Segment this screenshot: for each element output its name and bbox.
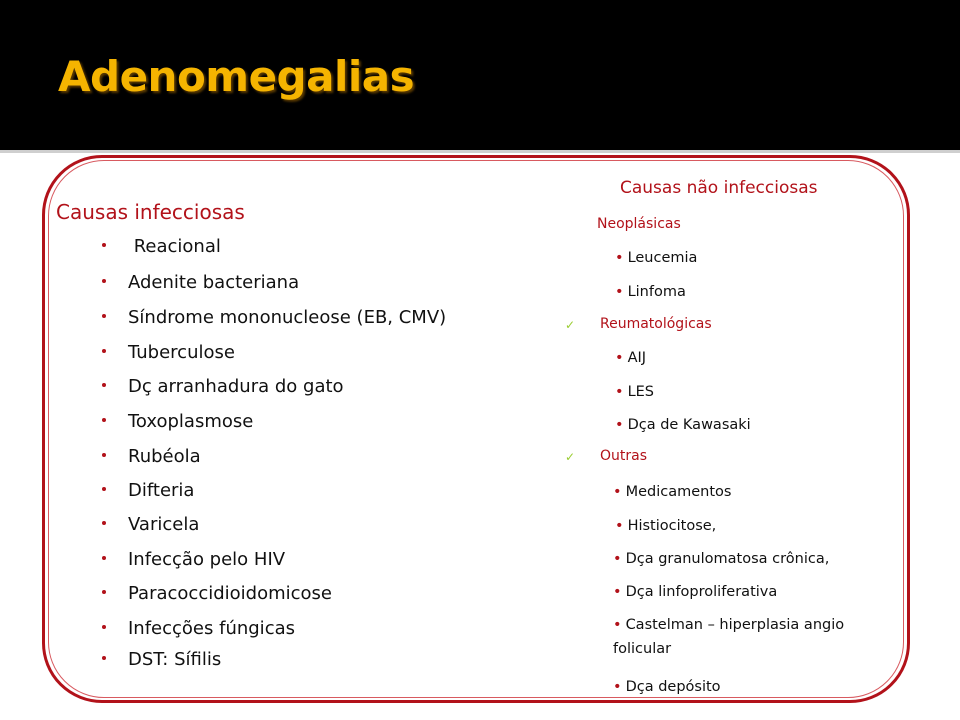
list-item xyxy=(102,512,199,538)
list-item xyxy=(613,613,903,661)
list-item-label: LES xyxy=(627,384,655,400)
list-item-label: Paracoccidioidomicose xyxy=(128,583,332,604)
list-item xyxy=(102,647,221,673)
bullet-icon xyxy=(102,556,106,560)
list-item xyxy=(615,280,686,304)
list-item xyxy=(613,547,829,571)
bullet-icon xyxy=(102,383,106,387)
list-item-label: Adenite bacteriana xyxy=(128,272,300,293)
category-reumatologicas: Reumatológicas xyxy=(600,316,712,332)
bullet-icon xyxy=(102,656,106,660)
list-item-label: Difteria xyxy=(128,480,195,501)
list-item xyxy=(102,616,295,642)
list-item-label: Síndrome mononucleose (EB, CMV) xyxy=(128,307,447,328)
list-item-label: Dç arranhadura do gato xyxy=(128,376,344,397)
list-item xyxy=(102,374,344,400)
list-item-label: Reacional xyxy=(128,236,221,257)
list-item-label: Infecção pelo HIV xyxy=(128,549,286,570)
list-item-label: Leucemia xyxy=(627,250,698,266)
list-item-label: DST: Sífilis xyxy=(128,649,222,670)
bullet-icon xyxy=(102,418,106,422)
bullet-icon xyxy=(102,625,106,629)
list-item xyxy=(102,409,253,435)
list-item xyxy=(102,340,235,366)
list-item-label: Dça linfoproliferativa xyxy=(625,584,778,600)
non-infectious-causes-heading: Causas não infecciosas xyxy=(620,178,818,198)
list-item xyxy=(102,270,299,296)
bullet-icon xyxy=(102,590,106,594)
list-item-label: Castelman – hiperplasia angio folicular xyxy=(613,617,845,657)
bullet-icon xyxy=(102,521,106,525)
list-item-label: Dça de Kawasaki xyxy=(627,417,751,433)
list-item xyxy=(102,478,194,504)
list-item xyxy=(102,444,201,470)
list-item xyxy=(615,380,654,404)
slide-title: Adenomegalias xyxy=(58,52,415,101)
list-item xyxy=(613,580,777,604)
category-neoplasicas: Neoplásicas xyxy=(597,216,681,232)
list-item-label: Tuberculose xyxy=(128,342,235,363)
bullet-icon: • xyxy=(615,284,624,300)
list-item-label: Infecções fúngicas xyxy=(128,618,295,639)
bullet-icon xyxy=(102,243,106,247)
list-item-label: Dça granulomatosa crônica, xyxy=(625,551,830,567)
infectious-causes-heading: Causas infecciosas xyxy=(56,200,245,224)
list-item xyxy=(615,413,751,437)
list-item xyxy=(102,547,285,573)
list-item xyxy=(615,346,646,370)
list-item-label: AIJ xyxy=(627,350,647,366)
list-item xyxy=(102,305,446,331)
list-item xyxy=(102,581,332,607)
bullet-icon: • xyxy=(613,679,622,695)
list-item-label: Rubéola xyxy=(128,446,201,467)
bullet-icon xyxy=(102,279,106,283)
bullet-icon: • xyxy=(615,518,624,534)
bullet-icon: • xyxy=(613,484,622,500)
bullet-icon: • xyxy=(615,350,624,366)
bullet-icon xyxy=(102,349,106,353)
list-item-label: Medicamentos xyxy=(625,484,732,500)
bullet-icon xyxy=(102,453,106,457)
bullet-icon: • xyxy=(615,384,624,400)
bullet-icon: • xyxy=(613,551,622,567)
bullet-icon: • xyxy=(613,584,622,600)
list-item-label: Linfoma xyxy=(627,284,686,300)
bullet-icon: • xyxy=(615,417,624,433)
check-icon: ✓ xyxy=(565,318,576,332)
list-item-label: Varicela xyxy=(128,514,200,535)
title-bar xyxy=(0,0,960,150)
list-item-label: Dça depósito xyxy=(625,679,721,695)
list-item-label: Histiocitose, xyxy=(627,518,717,534)
list-item xyxy=(613,675,721,699)
list-item xyxy=(613,480,731,504)
category-outras: Outras xyxy=(600,448,648,464)
bullet-icon xyxy=(102,314,106,318)
bullet-icon: • xyxy=(615,250,624,266)
list-item-label: Toxoplasmose xyxy=(128,411,254,432)
list-item xyxy=(615,246,697,270)
check-icon: ✓ xyxy=(565,450,576,464)
list-item xyxy=(615,514,716,538)
list-item xyxy=(102,234,221,260)
bullet-icon xyxy=(102,487,106,491)
bullet-icon: • xyxy=(613,617,622,633)
